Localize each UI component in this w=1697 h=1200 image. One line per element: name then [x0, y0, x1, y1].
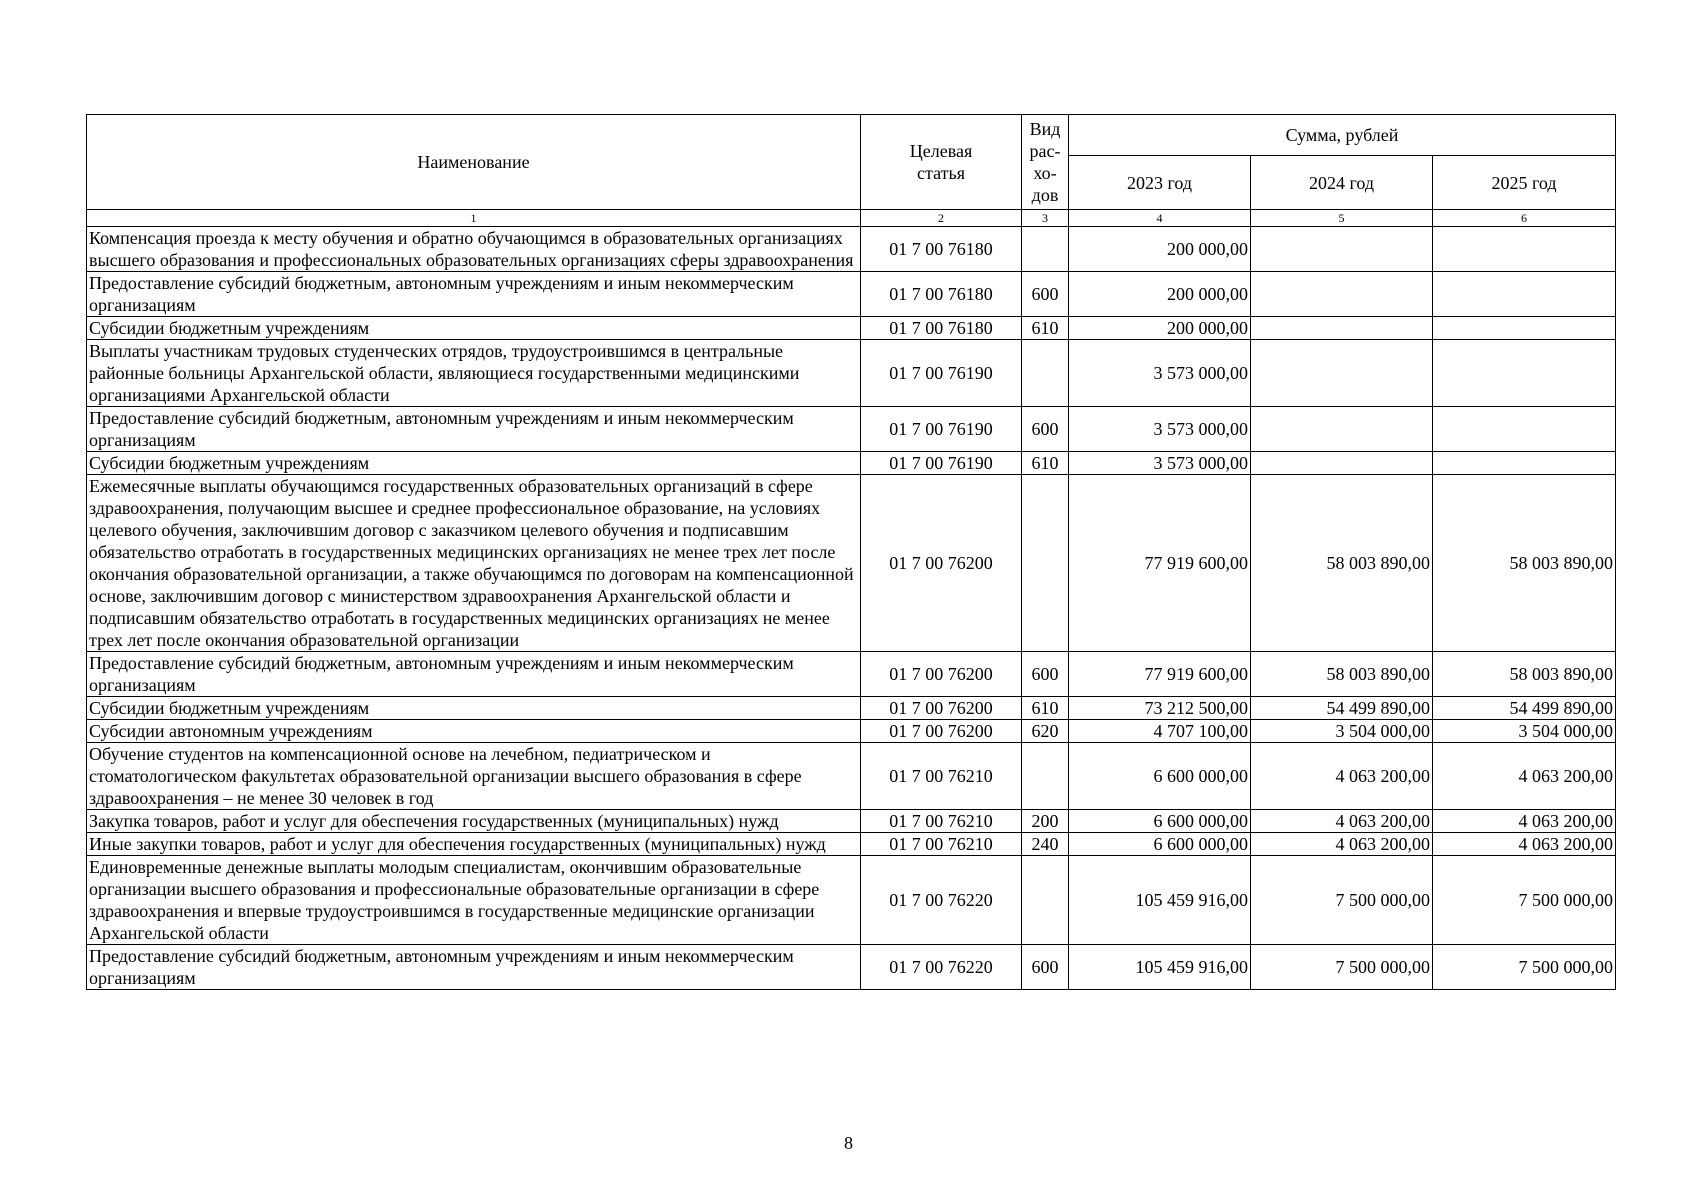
row-name: Предоставление субсидий бюджетным, автономным учреждениям и иным некоммерческим организациям: [87, 652, 861, 697]
row-expense-type: [1022, 227, 1069, 272]
row-name: Закупка товаров, работ и услуг для обеспечения государственных (муниципальных) нужд: [87, 810, 861, 833]
row-sum-2023: 3 573 000,00: [1069, 452, 1251, 475]
row-name: Субсидии бюджетным учреждениям: [87, 317, 861, 340]
row-sum-2023: 6 600 000,00: [1069, 810, 1251, 833]
row-expense-type: [1022, 475, 1069, 652]
row-name: Предоставление субсидий бюджетным, автономным учреждениям и иным некоммерческим организациям: [87, 272, 861, 317]
row-sum-2024: 7 500 000,00: [1251, 856, 1433, 945]
row-expense-type: 610: [1022, 317, 1069, 340]
row-sum-2024: [1251, 340, 1433, 407]
row-sum-2025: [1433, 227, 1616, 272]
row-target-article: 01 7 00 76210: [861, 833, 1022, 856]
column-number: 1: [87, 210, 861, 227]
table-row: [87, 652, 1616, 697]
row-sum-2024: 4 063 200,00: [1251, 833, 1433, 856]
row-name: Компенсация проезда к месту обучения и обратно обучающимся в образовательных организациях высшего образования и профессиональных образовательных организациях сферы здравоохранения: [87, 227, 861, 272]
row-sum-2024: [1251, 407, 1433, 452]
row-name: Ежемесячные выплаты обучающимся государственных образовательных организаций в сфере здравоохранения, получающим высшее и среднее профессиональное образование, на условиях целевого обучения, заключившим договор с заказчиком целевого обучения и подписавшим обязательство отработать в государственных медицинских организациях не менее трех лет после окончания образовательной организации, а также обучающимся по договорам на компенсационной основе, заключившим договор с министерством здравоохранения Архангельской области и подписавшим обязательство отработать в государственных медицинских организациях не менее трех лет после окончания образовательной организации: [87, 475, 861, 652]
row-sum-2025: 58 003 890,00: [1433, 652, 1616, 697]
row-sum-2023: 3 573 000,00: [1069, 340, 1251, 407]
table-row: [87, 272, 1616, 317]
row-target-article: 01 7 00 76200: [861, 652, 1022, 697]
row-sum-2023: 77 919 600,00: [1069, 475, 1251, 652]
row-sum-2023: 105 459 916,00: [1069, 856, 1251, 945]
table-row: [87, 720, 1616, 743]
row-expense-type: 610: [1022, 697, 1069, 720]
table-row: [87, 340, 1616, 407]
row-target-article: 01 7 00 76190: [861, 407, 1022, 452]
row-sum-2025: 4 063 200,00: [1433, 743, 1616, 810]
row-sum-2025: 7 500 000,00: [1433, 856, 1616, 945]
table-row: [87, 317, 1616, 340]
row-target-article: 01 7 00 76200: [861, 475, 1022, 652]
row-expense-type: 600: [1022, 945, 1069, 990]
table-row: [87, 833, 1616, 856]
row-sum-2023: 6 600 000,00: [1069, 743, 1251, 810]
header-expense-type: Вид рас-хо-дов: [1022, 115, 1069, 210]
row-name: Предоставление субсидий бюджетным, автономным учреждениям и иным некоммерческим организациям: [87, 945, 861, 990]
row-expense-type: [1022, 340, 1069, 407]
row-target-article: 01 7 00 76220: [861, 856, 1022, 945]
table-row: [87, 407, 1616, 452]
row-sum-2023: 200 000,00: [1069, 317, 1251, 340]
header-year-2023: 2023 год: [1069, 156, 1251, 210]
row-sum-2025: [1433, 340, 1616, 407]
row-expense-type: 200: [1022, 810, 1069, 833]
column-number: 5: [1251, 210, 1433, 227]
header-year-2024: 2024 год: [1251, 156, 1433, 210]
row-target-article: 01 7 00 76210: [861, 810, 1022, 833]
table-row: [87, 475, 1616, 652]
row-sum-2023: 6 600 000,00: [1069, 833, 1251, 856]
row-sum-2025: 58 003 890,00: [1433, 475, 1616, 652]
row-target-article: 01 7 00 76180: [861, 227, 1022, 272]
row-sum-2024: 54 499 890,00: [1251, 697, 1433, 720]
column-number: 2: [861, 210, 1022, 227]
row-name: Обучение студентов на компенсационной основе на лечебном, педиатрическом и стоматологическом факультетах образовательной организации высшего образования в сфере здравоохранения – не менее 30 человек в год: [87, 743, 861, 810]
row-name: Субсидии бюджетным учреждениям: [87, 452, 861, 475]
row-sum-2023: 77 919 600,00: [1069, 652, 1251, 697]
row-sum-2024: 58 003 890,00: [1251, 475, 1433, 652]
column-number-row: [87, 210, 1616, 227]
column-number: 4: [1069, 210, 1251, 227]
row-sum-2025: [1433, 407, 1616, 452]
row-target-article: 01 7 00 76180: [861, 317, 1022, 340]
budget-table: [86, 114, 1616, 990]
row-sum-2025: 7 500 000,00: [1433, 945, 1616, 990]
table-row: [87, 743, 1616, 810]
header-sum: Сумма, рублей: [1069, 115, 1616, 156]
row-sum-2023: 105 459 916,00: [1069, 945, 1251, 990]
table-row: [87, 697, 1616, 720]
row-expense-type: 600: [1022, 652, 1069, 697]
page-number: 8: [844, 1133, 853, 1153]
row-sum-2024: 4 063 200,00: [1251, 810, 1433, 833]
row-sum-2025: 4 063 200,00: [1433, 833, 1616, 856]
row-target-article: 01 7 00 76200: [861, 697, 1022, 720]
row-expense-type: [1022, 743, 1069, 810]
row-sum-2025: [1433, 272, 1616, 317]
row-target-article: 01 7 00 76190: [861, 452, 1022, 475]
header-target-article: Целевая статья: [861, 115, 1022, 210]
row-expense-type: 600: [1022, 407, 1069, 452]
row-target-article: 01 7 00 76190: [861, 340, 1022, 407]
row-expense-type: 610: [1022, 452, 1069, 475]
row-name: Иные закупки товаров, работ и услуг для обеспечения государственных (муниципальных) нужд: [87, 833, 861, 856]
column-number: 6: [1433, 210, 1616, 227]
row-target-article: 01 7 00 76220: [861, 945, 1022, 990]
row-sum-2023: 200 000,00: [1069, 227, 1251, 272]
row-sum-2023: 4 707 100,00: [1069, 720, 1251, 743]
header-name: Наименование: [87, 115, 861, 210]
row-expense-type: 600: [1022, 272, 1069, 317]
row-expense-type: 240: [1022, 833, 1069, 856]
table-row: [87, 810, 1616, 833]
row-target-article: 01 7 00 76210: [861, 743, 1022, 810]
table-row: [87, 452, 1616, 475]
row-sum-2025: [1433, 317, 1616, 340]
row-sum-2024: [1251, 317, 1433, 340]
row-sum-2024: [1251, 272, 1433, 317]
row-sum-2023: 200 000,00: [1069, 272, 1251, 317]
row-name: Выплаты участникам трудовых студенческих отрядов, трудоустроившимся в центральные районные больницы Архангельской области, являющиеся государственными медицинскими организациями Архангельской области: [87, 340, 861, 407]
row-expense-type: 620: [1022, 720, 1069, 743]
row-sum-2025: 4 063 200,00: [1433, 810, 1616, 833]
row-sum-2024: [1251, 452, 1433, 475]
row-sum-2024: 4 063 200,00: [1251, 743, 1433, 810]
table-row: [87, 856, 1616, 945]
header-year-2025: 2025 год: [1433, 156, 1616, 210]
column-number: 3: [1022, 210, 1069, 227]
row-name: Предоставление субсидий бюджетным, автономным учреждениям и иным некоммерческим организациям: [87, 407, 861, 452]
table-row: [87, 945, 1616, 990]
row-name: Субсидии бюджетным учреждениям: [87, 697, 861, 720]
row-sum-2024: 3 504 000,00: [1251, 720, 1433, 743]
row-sum-2024: [1251, 227, 1433, 272]
row-sum-2023: 73 212 500,00: [1069, 697, 1251, 720]
row-sum-2024: 7 500 000,00: [1251, 945, 1433, 990]
row-sum-2025: [1433, 452, 1616, 475]
row-sum-2025: 54 499 890,00: [1433, 697, 1616, 720]
row-expense-type: [1022, 856, 1069, 945]
row-sum-2024: 58 003 890,00: [1251, 652, 1433, 697]
row-target-article: 01 7 00 76180: [861, 272, 1022, 317]
row-sum-2025: 3 504 000,00: [1433, 720, 1616, 743]
table-row: [87, 227, 1616, 272]
row-name: Субсидии автономным учреждениям: [87, 720, 861, 743]
row-name: Единовременные денежные выплаты молодым специалистам, окончившим образовательные организации высшего образования и профессиональные образовательные организации в сфере здравоохранения и впервые трудоустроившимся в государственные медицинские организации Архангельской области: [87, 856, 861, 945]
row-sum-2023: 3 573 000,00: [1069, 407, 1251, 452]
row-target-article: 01 7 00 76200: [861, 720, 1022, 743]
